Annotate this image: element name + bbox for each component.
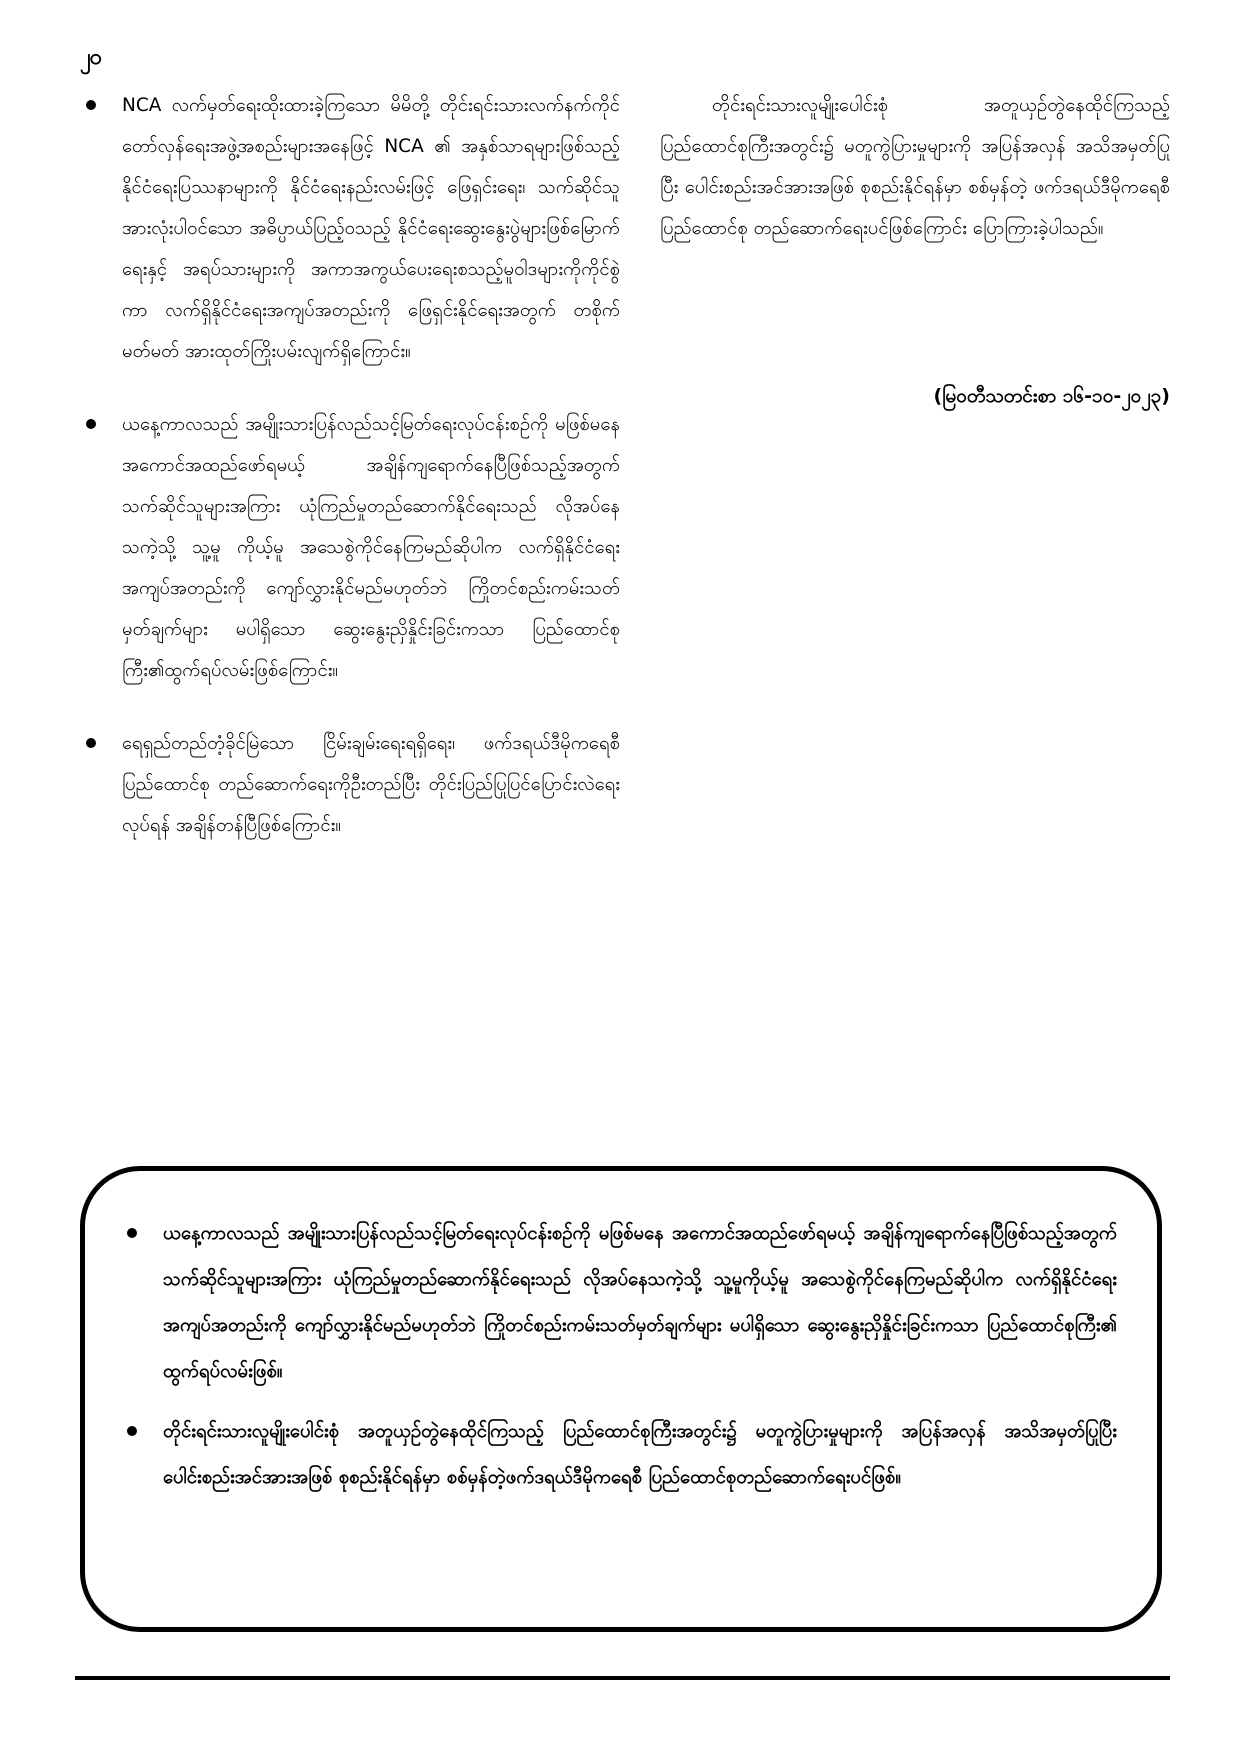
source-citation: (မြဝတီသတင်းစာ ၁၆-၁၀-၂၀၂၃)	[933, 385, 1170, 407]
list-item	[80, 723, 620, 846]
bullet-icon	[86, 419, 96, 429]
summary-callout-box	[80, 1166, 1162, 1632]
bullet-text: NCA လက်မှတ်ရေးထိုးထားခဲ့ကြသော မိမိတို့ တိုင်းရင်းသားလက်နက်ကိုင် တော်လှန်ရေးအဖွဲ့အစည်းများအနေဖြင့် NCA ၏ အနှစ်သာရများဖြစ်သည့် နိုင်ငံရေးပြဿနာများကို နိုင်ငံရေးနည်းလမ်းဖြင့် ဖြေရှင်းရေး၊ သက်ဆိုင်သူအားလုံးပါဝင်သော အဓိပ္ပာယ်ပြည့်ဝသည့် နိုင်ငံရေးဆွေးနွေးပွဲများဖြစ်မြောက်ရေးနှင့် အရပ်သားများကို အကာအကွယ်ပေးရေးစသည့်မူဝါဒများကိုကိုင်စွဲကာ လက်ရှိနိုင်ငံရေးအကျပ်အတည်းကို ဖြေရှင်းနိုင်ရေးအတွက် တစိုက်မတ်မတ် အားထုတ်ကြိုးပမ်းလျက်ရှိကြောင်း။	[122, 95, 620, 362]
callout-text: တိုင်းရင်းသားလူမျိုးပေါင်းစုံ အတူယှဉ်တွဲနေထိုင်ကြသည့် ပြည်ထောင်စုကြီးအတွင်း၌ မတူကွဲပြားမှုများကို အပြန်အလှန် အသိအမှတ်ပြုပြီး ပေါင်းစည်းအင်အားအဖြစ် စုစည်းနိုင်ရန်မှာ စစ်မှန်တဲ့ဖက်ဒရယ်ဒီမိုကရေစီ ပြည်ထောင်စုတည်ဆောက်ရေးပင်ဖြစ်။	[163, 1421, 1117, 1488]
callout-text: ယနေ့ကာလသည် အမျိုးသားပြန်လည်သင့်မြတ်ရေးလုပ်ငန်းစဉ်ကို မဖြစ်မနေ အကောင်အထည်ဖော်ရမယ့် အချိန်ကျရောက်နေပြီဖြစ်သည့်အတွက် သက်ဆိုင်သူများအကြား ယုံကြည်မှုတည်ဆောက်နိုင်ရေးသည် လိုအပ်နေသကဲ့သို့ သူ့မူကိုယ့်မူ အသေစွဲကိုင်နေကြမည်ဆိုပါက လက်ရှိနိုင်ငံရေးအကျပ်အတည်းကို ကျော်လွှားနိုင်မည်မဟုတ်ဘဲ ကြိုတင်စည်းကမ်းသတ်မှတ်ချက်များ မပါရှိသော ဆွေးနွေးညှိနှိုင်းခြင်းကသာ ပြည်ထောင်စုကြီး၏ ထွက်ရပ်လမ်းဖြစ်။	[163, 1223, 1117, 1382]
right-column	[660, 85, 1170, 249]
callout-list-item	[125, 1211, 1117, 1395]
footer-divider	[75, 1676, 1170, 1680]
callout-content	[125, 1211, 1117, 1515]
bullet-icon	[127, 1228, 137, 1238]
bullet-icon	[86, 100, 96, 110]
bullet-icon	[86, 738, 96, 748]
bullet-text: ရေရှည်တည်တံ့ခိုင်မြဲသော ငြိမ်းချမ်းရေးရရှိရေး၊ ဖက်ဒရယ်ဒီမိုကရေစီ ပြည်ထောင်စု တည်ဆောက်ရေးကိုဦးတည်ပြီး တိုင်းပြည်ပြုပြင်ပြောင်းလဲရေးလုပ်ရန် အချိန်တန်ပြီဖြစ်ကြောင်း။	[122, 733, 620, 836]
bullet-text: ယနေ့ကာလသည် အမျိုးသားပြန်လည်သင့်မြတ်ရေးလုပ်ငန်းစဉ်ကို မဖြစ်မနေ အကောင်အထည်ဖော်ရမယ့် အချိန်ကျရောက်နေပြီဖြစ်သည့်အတွက် သက်ဆိုင်သူများအကြား ယုံကြည်မှုတည်ဆောက်နိုင်ရေးသည် လိုအပ်နေသကဲ့သို့ သူ့မူ ကိုယ့်မူ အသေစွဲကိုင်နေကြမည်ဆိုပါက လက်ရှိနိုင်ငံရေးအကျပ်အတည်းကို ကျော်လွှားနိုင်မည်မဟုတ်ဘဲ ကြိုတင်စည်းကမ်းသတ်မှတ်ချက်များ မပါရှိသော ဆွေးနွေးညှိနှိုင်းခြင်းကသာ ပြည်ထောင်စုကြီး၏ထွက်ရပ်လမ်းဖြစ်ကြောင်း။	[122, 414, 620, 681]
bullet-icon	[127, 1426, 137, 1436]
page-number: ၂၀	[80, 45, 102, 70]
list-item	[80, 85, 620, 372]
callout-list-item	[125, 1409, 1117, 1501]
list-item	[80, 404, 620, 691]
body-paragraph: တိုင်းရင်းသားလူမျိုးပေါင်းစုံ အတူယှဉ်တွဲနေထိုင်ကြသည့် ပြည်ထောင်စုကြီးအတွင်း၌ မတူကွဲပြားမှုများကို အပြန်အလှန် အသိအမှတ်ပြုပြီး ပေါင်းစည်းအင်အားအဖြစ် စုစည်းနိုင်ရန်မှာ စစ်မှန်တဲ့ ဖက်ဒရယ်ဒီမိုကရေစီ ပြည်ထောင်စု တည်ဆောက်ရေးပင်ဖြစ်ကြောင်း ပြောကြားခဲ့ပါသည်။	[660, 95, 1170, 239]
left-column	[80, 85, 620, 878]
